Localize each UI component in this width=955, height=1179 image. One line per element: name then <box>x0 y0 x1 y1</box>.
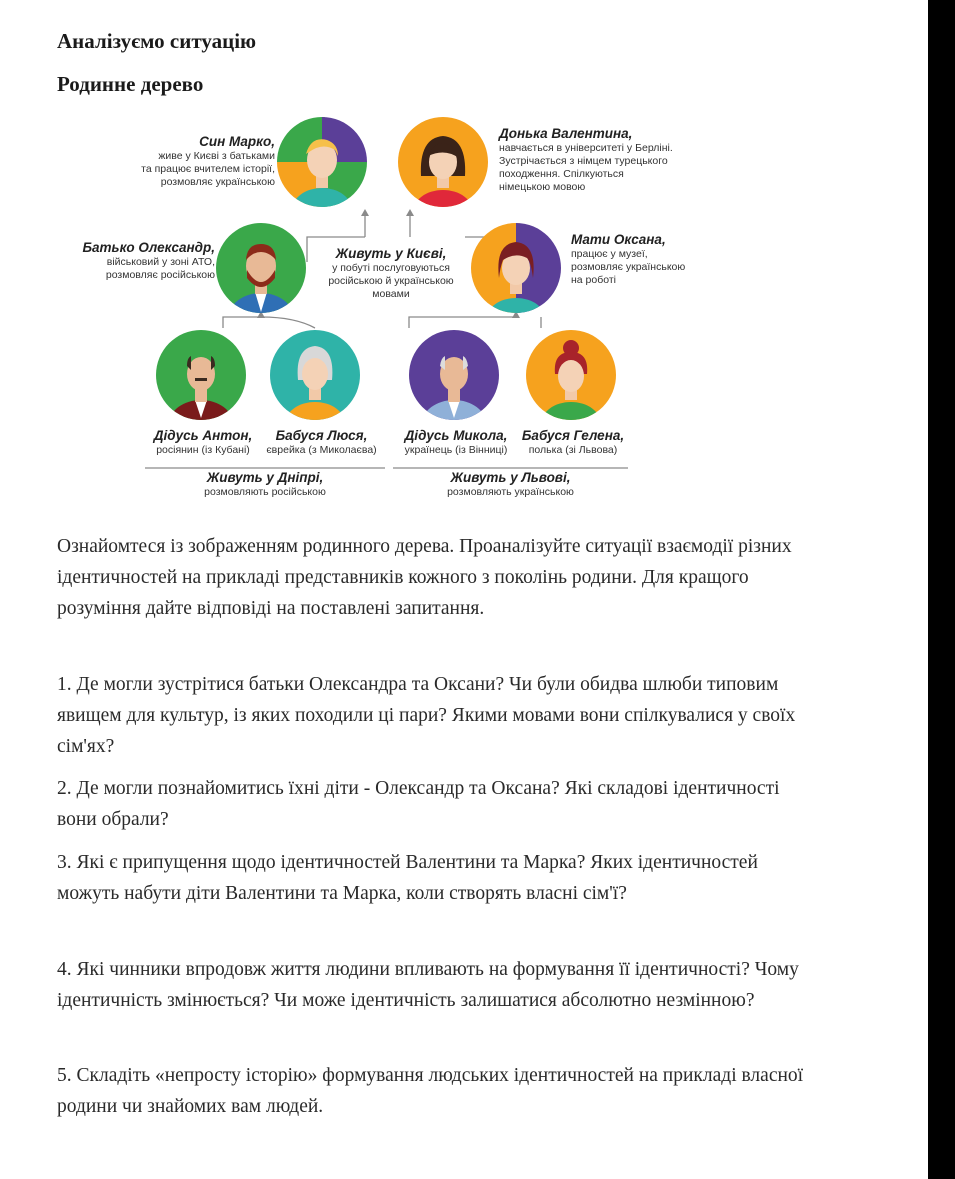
anton-desc: росіянин (із Кубані) <box>156 444 250 456</box>
kyiv-line: російською й українською <box>328 275 454 287</box>
liusia-caption <box>259 428 384 457</box>
oleksandr-line: військовий у зоні АТО, <box>106 256 215 268</box>
oksana-caption <box>571 232 685 287</box>
mykola-name: Дідусь Микола, <box>404 428 508 443</box>
marko-caption <box>141 134 275 189</box>
mykola-desc: українець (із Вінниці) <box>404 444 508 456</box>
valentyna-caption <box>499 126 673 194</box>
liusia-name: Бабуся Люся, <box>275 428 368 443</box>
oksana-line: розмовляє українською <box>571 261 686 273</box>
helena-name: Бабуся Гелена, <box>521 428 625 443</box>
oleksandr-name: Батько Олександр, <box>82 240 215 255</box>
valentyna-name: Донька Валентина, <box>499 126 633 141</box>
marko-line: розмовляє українською <box>160 176 275 188</box>
intro-paragraph: Ознайомтеся із зображенням родинного дерева. Проаналізуйте ситуації взаємодії різних ідентичностей на прикладі представників кожного з поколінь родини. Для кращого розуміння дайте відповіді на поставлені запитання. <box>57 536 792 619</box>
helena-caption <box>515 428 631 457</box>
family-tree-illustration <box>75 112 715 510</box>
anton-caption <box>143 428 263 457</box>
mykola-caption <box>393 428 519 457</box>
dnipro-name: Живуть у Дніпрі, <box>206 470 324 485</box>
oleksandr-portrait <box>215 222 315 341</box>
question-3: 3. Які є припущення щодо ідентичностей Валентини та Марка? Яких ідентичностей можуть набути діти Валентини та Марка, коли створять власні сім'ї? <box>57 852 758 904</box>
question-1: 1. Де могли зустрітися батьки Олександра та Оксани? Чи були обидва шлюби типовим явищем для культур, із яких походили ці пари? Якими мовами вони спілкувалися у своїх сім'ях? <box>57 674 796 757</box>
marko-line: та працює вчителем історії, <box>141 163 275 175</box>
helena-desc: полька (зі Львова) <box>528 444 618 456</box>
marko-portrait <box>275 112 372 232</box>
oksana-portrait <box>470 222 566 342</box>
marko-line: живе у Києві з батьками <box>158 150 275 162</box>
right-edge-bar <box>928 0 955 1179</box>
question-4: 4. Які чинники впродовж життя людини впливають на формування її ідентичності? Чому ідентичність змінюється? Чи може ідентичність залишатися абсолютно незмінною? <box>57 959 799 1011</box>
lviv-desc: розмовляють українською <box>447 486 574 498</box>
valentyna-line: німецькою мовою <box>499 181 586 193</box>
lviv-name: Живуть у Львові, <box>450 470 571 485</box>
oleksandr-line: розмовляє російською <box>105 269 215 281</box>
question-2: 2. Де могли познайомитись їхні діти - Олександр та Оксана? Які складові ідентичності вони обрали? <box>57 778 780 830</box>
oksana-name: Мати Оксана, <box>571 232 666 247</box>
oksana-line: на роботі <box>571 274 616 286</box>
anton-name: Дідусь Антон, <box>153 428 253 443</box>
oleksandr-caption <box>82 240 215 282</box>
lviv-caption <box>393 470 628 499</box>
liusia-desc: єврейка (з Миколаєва) <box>266 444 377 456</box>
kyiv-caption <box>311 246 471 301</box>
kyiv-line: у побуті послуговуються <box>332 262 450 274</box>
valentyna-line: Зустрічається з німцем турецького <box>499 155 668 167</box>
dnipro-caption <box>145 470 385 499</box>
section-subtitle: Родинне дерево <box>57 72 204 96</box>
valentyna-line: навчається в університеті у Берліні. <box>499 142 673 154</box>
oksana-line: працює у музеї, <box>571 248 648 260</box>
kyiv-line: мовами <box>372 288 410 300</box>
kyiv-name: Живуть у Києві, <box>335 246 447 261</box>
valentyna-line: походження. Спілкуються <box>499 168 624 180</box>
dnipro-desc: розмовляють російською <box>204 486 326 498</box>
question-5: 5. Складіть «непросту історію» формування людських ідентичностей на прикладі власної родини чи знайомих вам людей. <box>57 1065 804 1117</box>
marko-name: Син Марко, <box>199 134 275 149</box>
section-title: Аналізуємо ситуацію <box>57 29 257 53</box>
